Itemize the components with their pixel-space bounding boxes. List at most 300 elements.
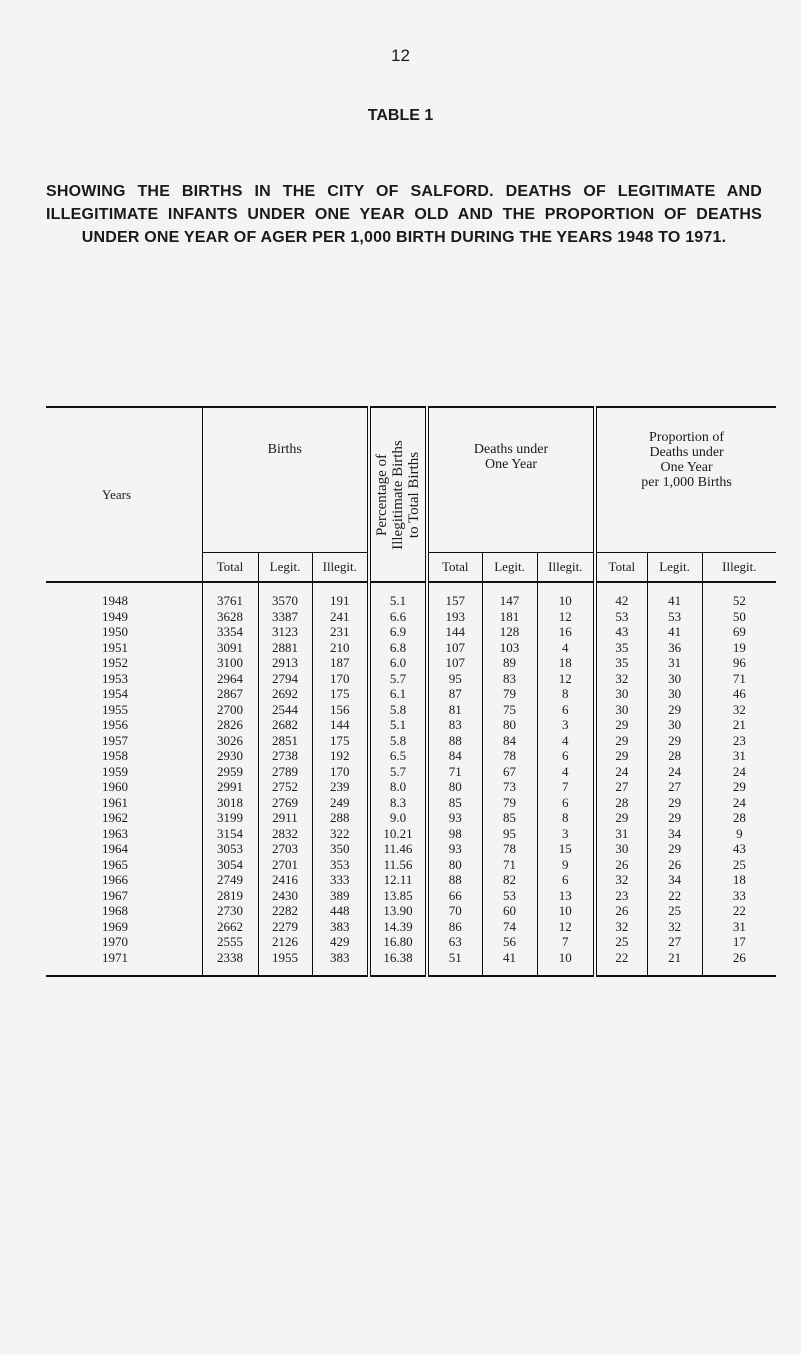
table-row [46,857,776,873]
proportion-header-line4: per 1,000 Births [641,475,732,490]
table-row [46,826,776,842]
percentage-illegit-cell: 13.90 [369,903,427,919]
proportion-legit-cell: 24 [647,764,702,780]
births-legit-cell: 2544 [258,702,312,718]
births-legit-cell: 2416 [258,872,312,888]
year-cell: 1954 [102,686,128,701]
proportion-illegit-cell: 9 [702,826,776,842]
year-cell: 1952 [102,655,128,670]
years-header-label: Years [102,486,132,502]
percentage-illegit-cell: 10.21 [369,826,427,842]
deaths-illegit-cell: 6 [537,748,595,764]
births-illegit-cell: 191 [312,582,369,609]
table-row [46,655,776,671]
percentage-illegit-cell: 5.8 [369,733,427,749]
percentage-illegit-cell: 9.0 [369,810,427,826]
births-legit-cell: 2913 [258,655,312,671]
deaths-legit-cell: 85 [482,810,537,826]
births-illegit-cell: 429 [312,934,369,950]
deaths-total-cell: 70 [427,903,482,919]
births-legit-cell: 2430 [258,888,312,904]
deaths-legit-cell: 79 [482,686,537,702]
deaths-legit-cell: 71 [482,857,537,873]
proportion-illegit-cell: 23 [702,733,776,749]
deaths-total-cell: 107 [427,655,482,671]
percentage-illegit-cell: 5.8 [369,702,427,718]
deaths-total-cell: 83 [427,717,482,733]
proportion-legit-cell: 29 [647,810,702,826]
proportion-total-cell: 31 [595,826,647,842]
births-total-cell: 2964 [202,671,258,687]
year-cell: 1956 [102,717,128,732]
deaths-illegit-cell: 10 [537,582,595,609]
year-cell: 1961 [102,794,128,810]
proportion-total-cell: 24 [595,764,647,780]
table-caption: SHOWING THE BIRTHS IN THE CITY OF SALFORD. DEATHS OF LEGITIMATE AND ILLEGITIMATE INFANTS UNDER ONE YEAR OLD AND THE PROPORTION OF DEATHS UNDER ONE YEAR OF AGER PER 1,000 BIRTH DURING THE YEARS 1948 TO 1971. [46,183,762,246]
proportion-header [595,407,776,553]
percentage-illegit-cell: 5.1 [369,582,427,609]
births-legit-cell: 2752 [258,779,312,795]
deaths-illegit-cell: 8 [537,810,595,826]
births-total-cell: 2730 [202,903,258,919]
year-cell: 1953 [102,670,128,686]
deaths-illegit-cell: 6 [537,702,595,718]
births-legit-cell: 2692 [258,686,312,702]
proportion-illegit-cell: 22 [702,903,776,919]
percentage-illegit-cell: 5.1 [369,717,427,733]
proportion-total-cell: 32 [595,872,647,888]
proportion-legit-cell: 27 [647,779,702,795]
births-legit-cell: 2851 [258,733,312,749]
births-total-cell: 2959 [202,764,258,780]
births-legit-cell: 2881 [258,640,312,656]
deaths-illegit-cell: 15 [537,841,595,857]
year-cell: 1957 [102,732,128,748]
year-cell: 1959 [102,763,128,779]
deaths-illegit-cell: 12 [537,609,595,625]
births-legit-cell: 2794 [258,671,312,687]
births-total-cell: 3054 [202,857,258,873]
deaths-total-cell: 95 [427,671,482,687]
births-deaths-table [46,406,776,977]
year-cell: 1955 [102,701,128,717]
percentage-illegit-cell: 11.46 [369,841,427,857]
proportion-illegit-cell: 26 [702,950,776,977]
proportion-legit-cell: 22 [647,888,702,904]
proportion-total-cell: 29 [595,810,647,826]
proportion-legit-cell: 27 [647,934,702,950]
births-legit-cell: 3387 [258,609,312,625]
percentage-illegit-cell: 5.7 [369,671,427,687]
proportion-legit-header: Legit. [647,553,702,583]
percentage-illegit-cell: 16.80 [369,934,427,950]
births-legit-cell: 2789 [258,764,312,780]
births-legit-cell: 2832 [258,826,312,842]
deaths-illegit-cell: 10 [537,903,595,919]
percentage-header-line3: to Total Births [406,451,423,538]
deaths-total-cell: 157 [427,582,482,609]
births-legit-cell: 2126 [258,934,312,950]
proportion-illegit-cell: 25 [702,857,776,873]
table-row [46,686,776,702]
deaths-total-cell: 107 [427,640,482,656]
deaths-total-cell: 93 [427,841,482,857]
deaths-total-cell: 80 [427,857,482,873]
proportion-legit-cell: 21 [647,950,702,977]
table-row [46,733,776,749]
proportion-total-cell: 30 [595,841,647,857]
births-total-cell: 3628 [202,609,258,625]
proportion-legit-cell: 41 [647,582,702,609]
births-illegit-cell: 383 [312,950,369,977]
proportion-total-cell: 42 [595,582,647,609]
proportion-total-cell: 29 [595,717,647,733]
deaths-total-cell: 63 [427,934,482,950]
births-illegit-cell: 288 [312,810,369,826]
proportion-illegit-cell: 31 [702,919,776,935]
births-header [202,407,369,553]
proportion-header-line3: One Year [660,460,713,475]
percentage-illegit-cell: 6.8 [369,640,427,656]
deaths-illegit-header: Illegit. [537,553,595,583]
year-cell: 1960 [102,779,128,794]
births-total-cell: 3761 [202,582,258,609]
proportion-illegit-cell: 18 [702,872,776,888]
deaths-illegit-cell: 9 [537,857,595,873]
deaths-illegit-cell: 4 [537,764,595,780]
percentage-illegit-cell: 6.1 [369,686,427,702]
table-row [46,640,776,656]
percentage-illegit-cell: 6.0 [369,655,427,671]
year-cell: 1968 [102,903,128,918]
page-number: 12 [391,46,410,65]
table-row [46,872,776,888]
deaths-legit-cell: 82 [482,872,537,888]
births-legit-cell: 2282 [258,903,312,919]
proportion-illegit-cell: 24 [702,764,776,780]
deaths-illegit-cell: 10 [537,950,595,977]
deaths-total-cell: 87 [427,686,482,702]
deaths-legit-cell: 103 [482,640,537,656]
deaths-total-cell: 98 [427,826,482,842]
proportion-legit-cell: 29 [647,733,702,749]
births-total-cell: 3018 [202,795,258,811]
births-legit-header: Legit. [258,553,312,583]
deaths-illegit-cell: 7 [537,779,595,795]
proportion-illegit-cell: 17 [702,934,776,950]
percentage-illegit-cell: 8.3 [369,795,427,811]
proportion-total-cell: 32 [595,671,647,687]
deaths-total-cell: 193 [427,609,482,625]
births-header-label: Births [267,442,302,457]
proportion-legit-cell: 32 [647,919,702,935]
proportion-legit-cell: 28 [647,748,702,764]
births-total-cell: 2555 [202,934,258,950]
births-total-cell: 2819 [202,888,258,904]
deaths-legit-cell: 128 [482,624,537,640]
deaths-legit-cell: 78 [482,748,537,764]
deaths-legit-cell: 60 [482,903,537,919]
table-row [46,810,776,826]
proportion-header-line1: Proportion of [649,430,725,445]
year-cell: 1951 [102,639,128,655]
deaths-illegit-cell: 8 [537,686,595,702]
proportion-total-cell: 27 [595,779,647,795]
year-cell: 1949 [102,608,128,624]
proportion-total-cell: 35 [595,655,647,671]
births-illegit-cell: 175 [312,686,369,702]
deaths-illegit-cell: 7 [537,934,595,950]
deaths-illegit-cell: 12 [537,919,595,935]
proportion-illegit-cell: 33 [702,888,776,904]
births-total-cell: 3053 [202,841,258,857]
births-illegit-cell: 241 [312,609,369,625]
years-header [46,407,202,582]
births-illegit-cell: 192 [312,748,369,764]
proportion-legit-cell: 34 [647,872,702,888]
proportion-illegit-cell: 71 [702,671,776,687]
table-row [46,582,776,609]
deaths-total-cell: 51 [427,950,482,977]
births-total-cell: 2826 [202,717,258,733]
births-illegit-cell: 383 [312,919,369,935]
proportion-total-cell: 30 [595,686,647,702]
proportion-total-cell: 23 [595,888,647,904]
percentage-illegit-cell: 6.6 [369,609,427,625]
percentage-illegit-cell: 5.7 [369,764,427,780]
births-total-cell: 3026 [202,733,258,749]
proportion-illegit-cell: 43 [702,841,776,857]
deaths-illegit-cell: 6 [537,872,595,888]
deaths-total-cell: 144 [427,624,482,640]
deaths-legit-cell: 95 [482,826,537,842]
births-illegit-cell: 322 [312,826,369,842]
deaths-total-cell: 85 [427,795,482,811]
deaths-legit-cell: 80 [482,717,537,733]
proportion-legit-cell: 31 [647,655,702,671]
deaths-illegit-cell: 16 [537,624,595,640]
percentage-illegit-cell: 6.9 [369,624,427,640]
births-legit-cell: 2703 [258,841,312,857]
proportion-total-cell: 29 [595,748,647,764]
deaths-illegit-cell: 13 [537,888,595,904]
deaths-total-cell: 86 [427,919,482,935]
births-illegit-cell: 239 [312,779,369,795]
proportion-legit-cell: 30 [647,717,702,733]
year-cell: 1966 [102,872,128,887]
births-total-cell: 3354 [202,624,258,640]
births-illegit-cell: 231 [312,624,369,640]
proportion-legit-cell: 26 [647,857,702,873]
table-row [46,950,776,977]
births-total-cell: 2700 [202,702,258,718]
births-total-cell: 3154 [202,826,258,842]
births-total-cell: 3100 [202,655,258,671]
births-legit-cell: 3570 [258,582,312,609]
births-illegit-cell: 170 [312,764,369,780]
deaths-legit-cell: 56 [482,934,537,950]
deaths-illegit-cell: 6 [537,795,595,811]
table-row [46,903,776,919]
deaths-legit-cell: 75 [482,702,537,718]
proportion-total-cell: 28 [595,795,647,811]
births-illegit-header: Illegit. [312,553,369,583]
deaths-legit-cell: 53 [482,888,537,904]
year-cell: 1969 [102,918,128,934]
table-row [46,702,776,718]
proportion-total-cell: 22 [595,950,647,977]
deaths-legit-header: Legit. [482,553,537,583]
proportion-total-cell: 26 [595,903,647,919]
percentage-header-line2: Illegitimate Births [390,439,407,550]
proportion-legit-cell: 30 [647,686,702,702]
births-illegit-cell: 156 [312,702,369,718]
table-row [46,748,776,764]
table-row [46,671,776,687]
proportion-illegit-cell: 24 [702,795,776,811]
deaths-legit-cell: 79 [482,795,537,811]
births-illegit-cell: 249 [312,795,369,811]
year-cell: 1963 [102,825,128,841]
deaths-legit-cell: 73 [482,779,537,795]
table-body [46,582,776,976]
births-legit-cell: 2279 [258,919,312,935]
proportion-total-header: Total [595,553,647,583]
proportion-total-cell: 53 [595,609,647,625]
proportion-illegit-cell: 96 [702,655,776,671]
table-row [46,764,776,780]
births-legit-cell: 1955 [258,950,312,977]
deaths-illegit-cell: 12 [537,671,595,687]
proportion-legit-cell: 29 [647,841,702,857]
year-cell: 1958 [102,748,128,763]
proportion-legit-cell: 36 [647,640,702,656]
births-illegit-cell: 448 [312,903,369,919]
proportion-legit-cell: 29 [647,795,702,811]
year-cell: 1965 [102,856,128,872]
births-total-cell: 2867 [202,686,258,702]
percentage-illegit-cell: 13.85 [369,888,427,904]
births-legit-cell: 2738 [258,748,312,764]
deaths-total-cell: 93 [427,810,482,826]
percentage-header-line1: Percentage of [374,453,391,536]
deaths-total-header: Total [427,553,482,583]
table-row [46,888,776,904]
deaths-illegit-cell: 4 [537,733,595,749]
births-legit-cell: 2682 [258,717,312,733]
percentage-illegit-cell: 16.38 [369,950,427,977]
deaths-legit-cell: 84 [482,733,537,749]
births-total-cell: 2991 [202,779,258,795]
deaths-header-line2: One Year [484,457,538,472]
deaths-header-line1: Deaths under [473,442,549,457]
deaths-total-cell: 88 [427,872,482,888]
births-illegit-cell: 187 [312,655,369,671]
births-total-cell: 3091 [202,640,258,656]
births-total-cell: 2338 [202,950,258,977]
deaths-total-cell: 81 [427,702,482,718]
table-row [46,919,776,935]
proportion-legit-cell: 25 [647,903,702,919]
deaths-total-cell: 71 [427,764,482,780]
percentage-illegit-cell: 12.11 [369,872,427,888]
deaths-legit-cell: 181 [482,609,537,625]
deaths-total-cell: 80 [427,779,482,795]
deaths-legit-cell: 78 [482,841,537,857]
proportion-total-cell: 35 [595,640,647,656]
year-cell: 1950 [102,624,128,639]
proportion-illegit-cell: 28 [702,810,776,826]
percentage-illegit-cell: 6.5 [369,748,427,764]
table-row [46,717,776,733]
proportion-illegit-cell: 31 [702,748,776,764]
proportion-legit-cell: 34 [647,826,702,842]
deaths-legit-cell: 147 [482,582,537,609]
proportion-illegit-header: Illegit. [702,553,776,583]
proportion-legit-cell: 41 [647,624,702,640]
births-total-header: Total [202,553,258,583]
proportion-illegit-cell: 21 [702,717,776,733]
deaths-illegit-cell: 18 [537,655,595,671]
table-row [46,841,776,857]
table-row [46,609,776,625]
table-row [46,779,776,795]
deaths-total-cell: 88 [427,733,482,749]
births-total-cell: 2749 [202,872,258,888]
year-cell: 1970 [102,934,128,949]
births-total-cell: 2662 [202,919,258,935]
proportion-legit-cell: 30 [647,671,702,687]
births-legit-cell: 2911 [258,810,312,826]
percentage-illegit-cell: 8.0 [369,779,427,795]
deaths-illegit-cell: 3 [537,717,595,733]
proportion-total-cell: 26 [595,857,647,873]
deaths-legit-cell: 41 [482,950,537,977]
deaths-total-cell: 66 [427,888,482,904]
deaths-illegit-cell: 4 [537,640,595,656]
percentage-illegit-cell: 11.56 [369,857,427,873]
percentage-header [369,407,427,582]
table-row [46,934,776,950]
proportion-total-cell: 30 [595,702,647,718]
births-total-cell: 2930 [202,748,258,764]
births-illegit-cell: 389 [312,888,369,904]
births-illegit-cell: 175 [312,733,369,749]
proportion-total-cell: 29 [595,733,647,749]
proportion-total-cell: 25 [595,934,647,950]
proportion-illegit-cell: 69 [702,624,776,640]
births-illegit-cell: 210 [312,640,369,656]
proportion-header-line2: Deaths under [649,445,724,460]
year-cell: 1964 [102,841,128,856]
proportion-illegit-cell: 52 [702,582,776,609]
proportion-illegit-cell: 46 [702,686,776,702]
births-illegit-cell: 353 [312,857,369,873]
proportion-illegit-cell: 32 [702,702,776,718]
year-cell: 1971 [46,950,202,977]
deaths-legit-cell: 74 [482,919,537,935]
year-cell: 1967 [102,887,128,903]
deaths-legit-cell: 67 [482,764,537,780]
deaths-illegit-cell: 3 [537,826,595,842]
births-illegit-cell: 144 [312,717,369,733]
year-cell: 1962 [102,810,128,825]
births-legit-cell: 2701 [258,857,312,873]
proportion-illegit-cell: 29 [702,779,776,795]
percentage-illegit-cell: 14.39 [369,919,427,935]
births-legit-cell: 2769 [258,795,312,811]
proportion-illegit-cell: 19 [702,640,776,656]
